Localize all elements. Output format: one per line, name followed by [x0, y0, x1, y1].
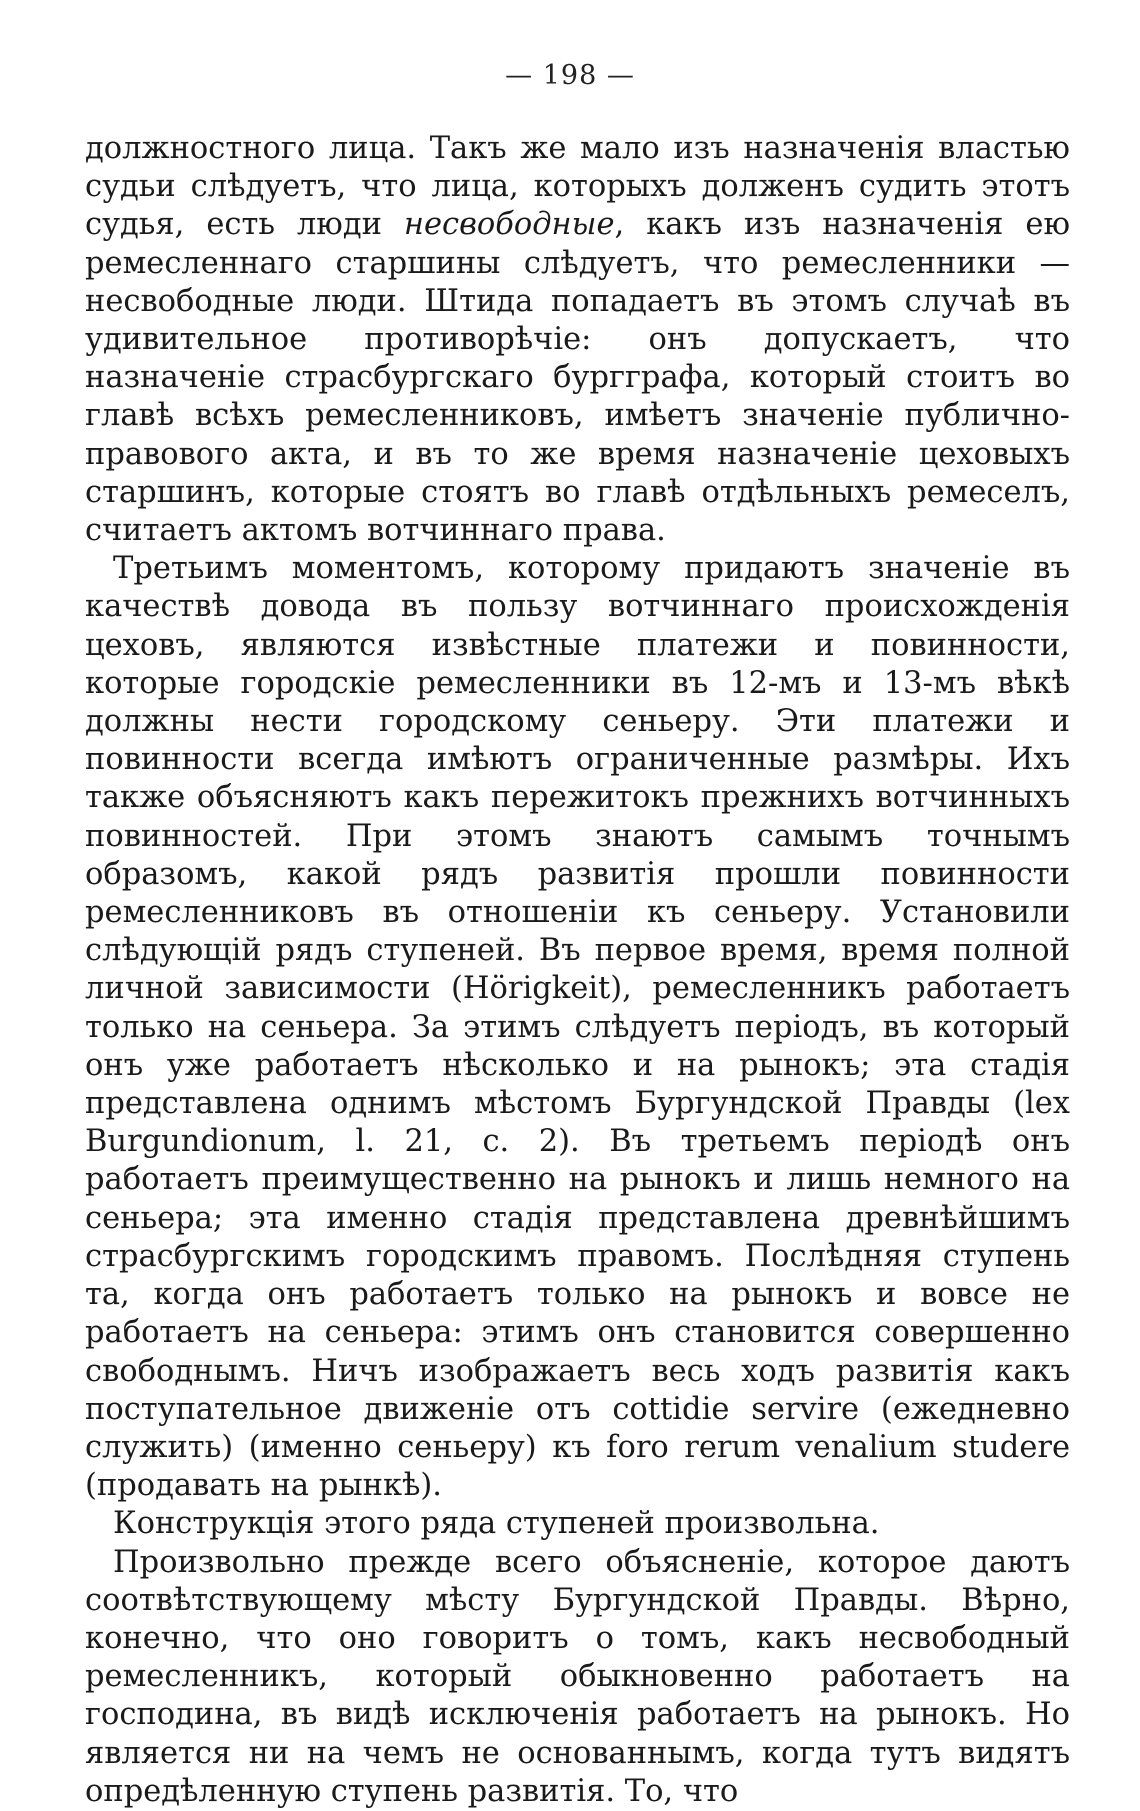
- paragraph-1: [85, 130, 1070, 550]
- paragraph-2: Третьимъ моментомъ, которому придаютъ значеніе въ качествѣ довода въ пользу вотчиннаго происхожденія цеховъ, являются извѣстные платежи и повинности, которые городскіе ремесленники въ 12-мъ и 13-мъ вѣкѣ должны нести городскому сеньеру. Эти платежи и повинности всегда имѣютъ ограниченные размѣры. Ихъ также объясняютъ какъ пережитокъ прежнихъ вотчинныхъ повинностей. При этомъ знаютъ самымъ точнымъ образомъ, какой рядъ развитія прошли повинности ремесленниковъ въ отношеніи къ сеньеру. Установили слѣдующій рядъ ступеней. Въ первое время, время полной личной зависимости (Hörigkeit), ремесленникъ работаетъ только на сеньера. За этимъ слѣдуетъ періодъ, въ который онъ уже работаетъ нѣсколько и на рынокъ; эта стадія представлена однимъ мѣстомъ Бургундской Правды (lex Burgundionum, l. 21, c. 2). Въ третьемъ періодѣ онъ работаетъ преимущественно на рынокъ и лишь немного на сеньера; эта именно стадія представлена древнѣйшимъ страсбургскимъ городскимъ правомъ. Послѣдняя ступень та, когда онъ работаетъ только на рынокъ и вовсе не работаетъ на сеньера: этимъ онъ становится совершенно свободнымъ. Ничъ изображаетъ весь ходъ развитія какъ поступательное движеніе отъ cottidie servire (ежедневно служить) (именно сеньеру) къ foro rerum venalium studere (продавать на рынкѣ).: [85, 551, 1070, 1504]
- paragraph-1-text-start: должностного лица. Такъ же мало изъ назначенія властью судьи слѣдуетъ, что лица, которыхъ долженъ судить этотъ судья, есть люди: [85, 131, 1070, 243]
- page-body-text: [85, 130, 1070, 1811]
- paragraph-4: Произвольно прежде всего объясненіе, которое даютъ соотвѣтствующему мѣсту Бургундской Правды. Вѣрно, конечно, что оно говоритъ о томъ, какъ несвободный ремесленникъ, который обыкновенно работаетъ на господина, въ видѣ исключенія работаетъ на рынокъ. Но является ни на чемъ не основаннымъ, когда тутъ видятъ опредѣленную ступень развитія. То, что: [85, 1544, 1070, 1809]
- italic-emphasis: несвободные: [403, 207, 615, 243]
- paragraph-3: Конструкція этого ряда ступеней произвольна.: [113, 1506, 880, 1542]
- paragraph-1-text-end: , какъ изъ назначенія ею ремесленнаго старшины слѣдуетъ, что ремесленники — несвободные люди. Штида попадаетъ въ этомъ случаѣ въ удивительное противорѣчіе: онъ допускаетъ, что назначеніе страсбургскаго бургграфа, который стоитъ во главѣ всѣхъ ремесленниковъ, имѣетъ значеніе публично-правового акта, и въ то же время назначеніе цеховыхъ старшинъ, которые стоятъ во главѣ отдѣльныхъ ремеселъ, считаетъ актомъ вотчиннаго права.: [85, 207, 1070, 549]
- page-number: — 198 —: [505, 60, 635, 91]
